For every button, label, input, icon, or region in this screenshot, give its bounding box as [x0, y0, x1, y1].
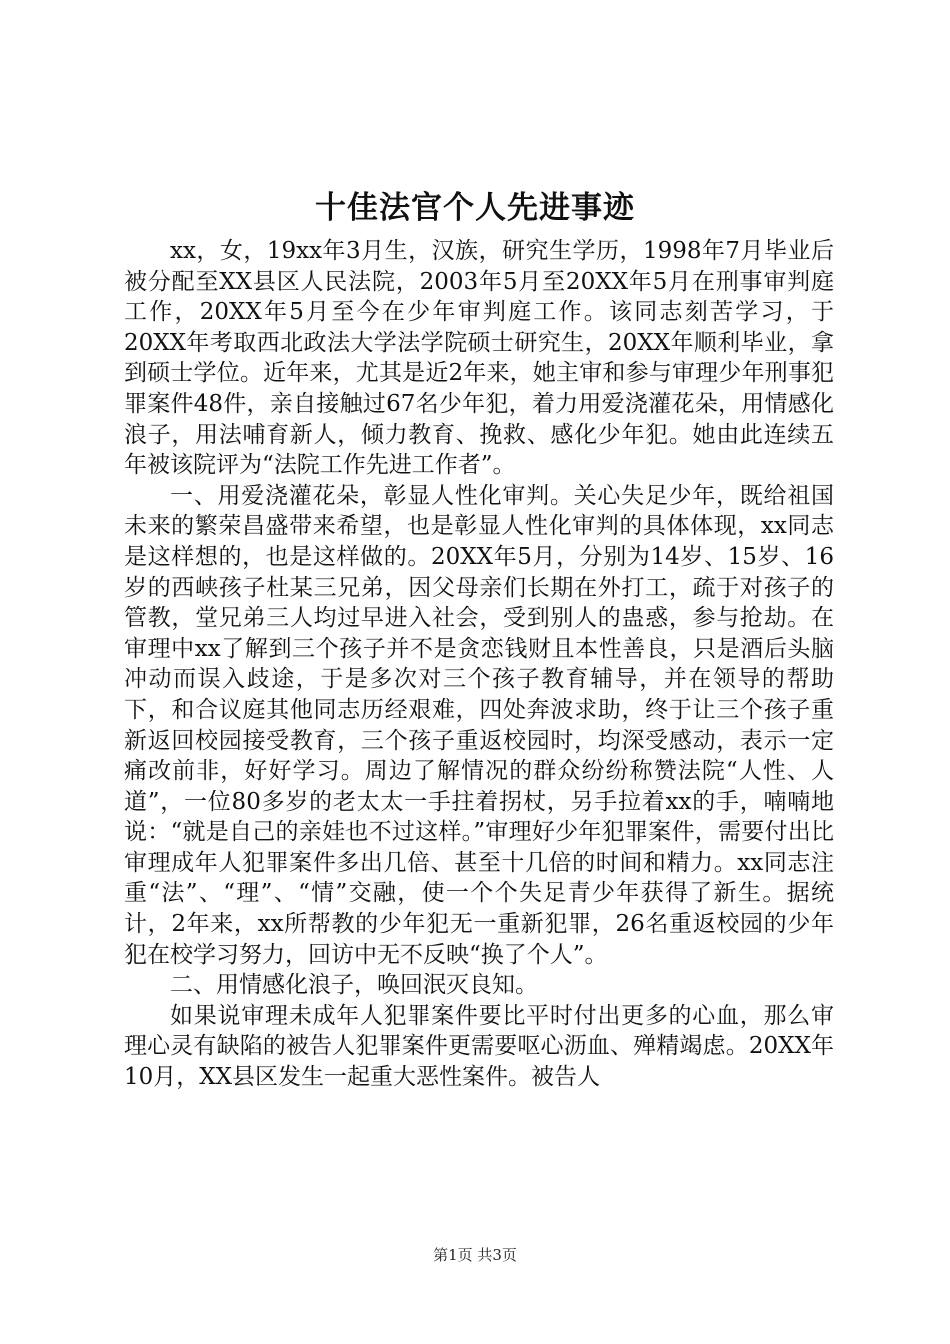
paragraph-section-two-body: 如果说审理未成年人犯罪案件要比平时付出更多的心血，那么审理心灵有缺陷的被告人犯罪案件更需要呕心沥血、殚精竭虑。20XX年10月，XX县区发生一起重大恶性案件。被告人 [124, 1002, 834, 1091]
paragraph-profile: xx，女，19xx年3月生，汉族，研究生学历，1998年7月毕业后被分配至XX县区人民法院，2003年5月至20XX年5月在刑事审判庭工作，20XX年5月至今在少年审判庭工作。该同志刻苦学习，于20XX年考取西北政法大学法学院硕士研究生，20XX年顺利毕业，拿到硕士学位。近年来，尤其是近2年来，她主审和参与审理少年刑事犯罪案件48件，亲自接触过67名少年犯，着力用爱浇灌花朵，用情感化浪子，用法哺育新人，倾力教育、挽救、感化少年犯。她由此连续五年被该院评为“法院工作先进工作者”。 [124, 238, 834, 479]
page-number-footer: 第1页 共3页 [433, 1246, 517, 1264]
document-body [124, 236, 834, 1093]
paragraph-section-two-heading: 二、用情感化浪子，唤回泯灭良知。 [170, 972, 538, 999]
paragraph-section-one: 一、用爱浇灌花朵，彰显人性化审判。关心失足少年，既给祖国未来的繁荣昌盛带来希望，也是彰显人性化审判的具体体现，xx同志是这样想的，也是这样做的。20XX年5月，分别为14岁、15岁、16岁的西峡孩子杜某三兄弟，因父母亲们长期在外打工，疏于对孩子的管教，堂兄弟三人均过早进入社会，受到别人的蛊惑，参与抢劫。在审理中xx了解到三个孩子并不是贪恋钱财且本性善良，只是酒后头脑冲动而误入歧途，于是多次对三个孩子教育辅导，并在领导的帮助下，和合议庭其他同志历经艰难，四处奔波求助，终于让三个孩子重新返回校园接受教育，三个孩子重返校园时，均深受感动，表示一定痛改前非，好好学习。周边了解情况的群众纷纷称赞法院“人性、人道”，一位80多岁的老太太一手拄着拐杖，另手拉着xx的手，喃喃地说：“就是自己的亲娃也不过这样。”审理好少年犯罪案件，需要付出比审理成年人犯罪案件多出几倍、甚至十几倍的时间和精力。xx同志注重“法”、“理”、“情”交融，使一个个失足青少年获得了新生。据统计，2年来，xx所帮教的少年犯无一重新犯罪，26名重返校园的少年犯在校学习努力，回访中无不反映“换了个人”。 [124, 482, 834, 968]
document-title: 十佳法官个人先进事迹 [315, 190, 635, 226]
